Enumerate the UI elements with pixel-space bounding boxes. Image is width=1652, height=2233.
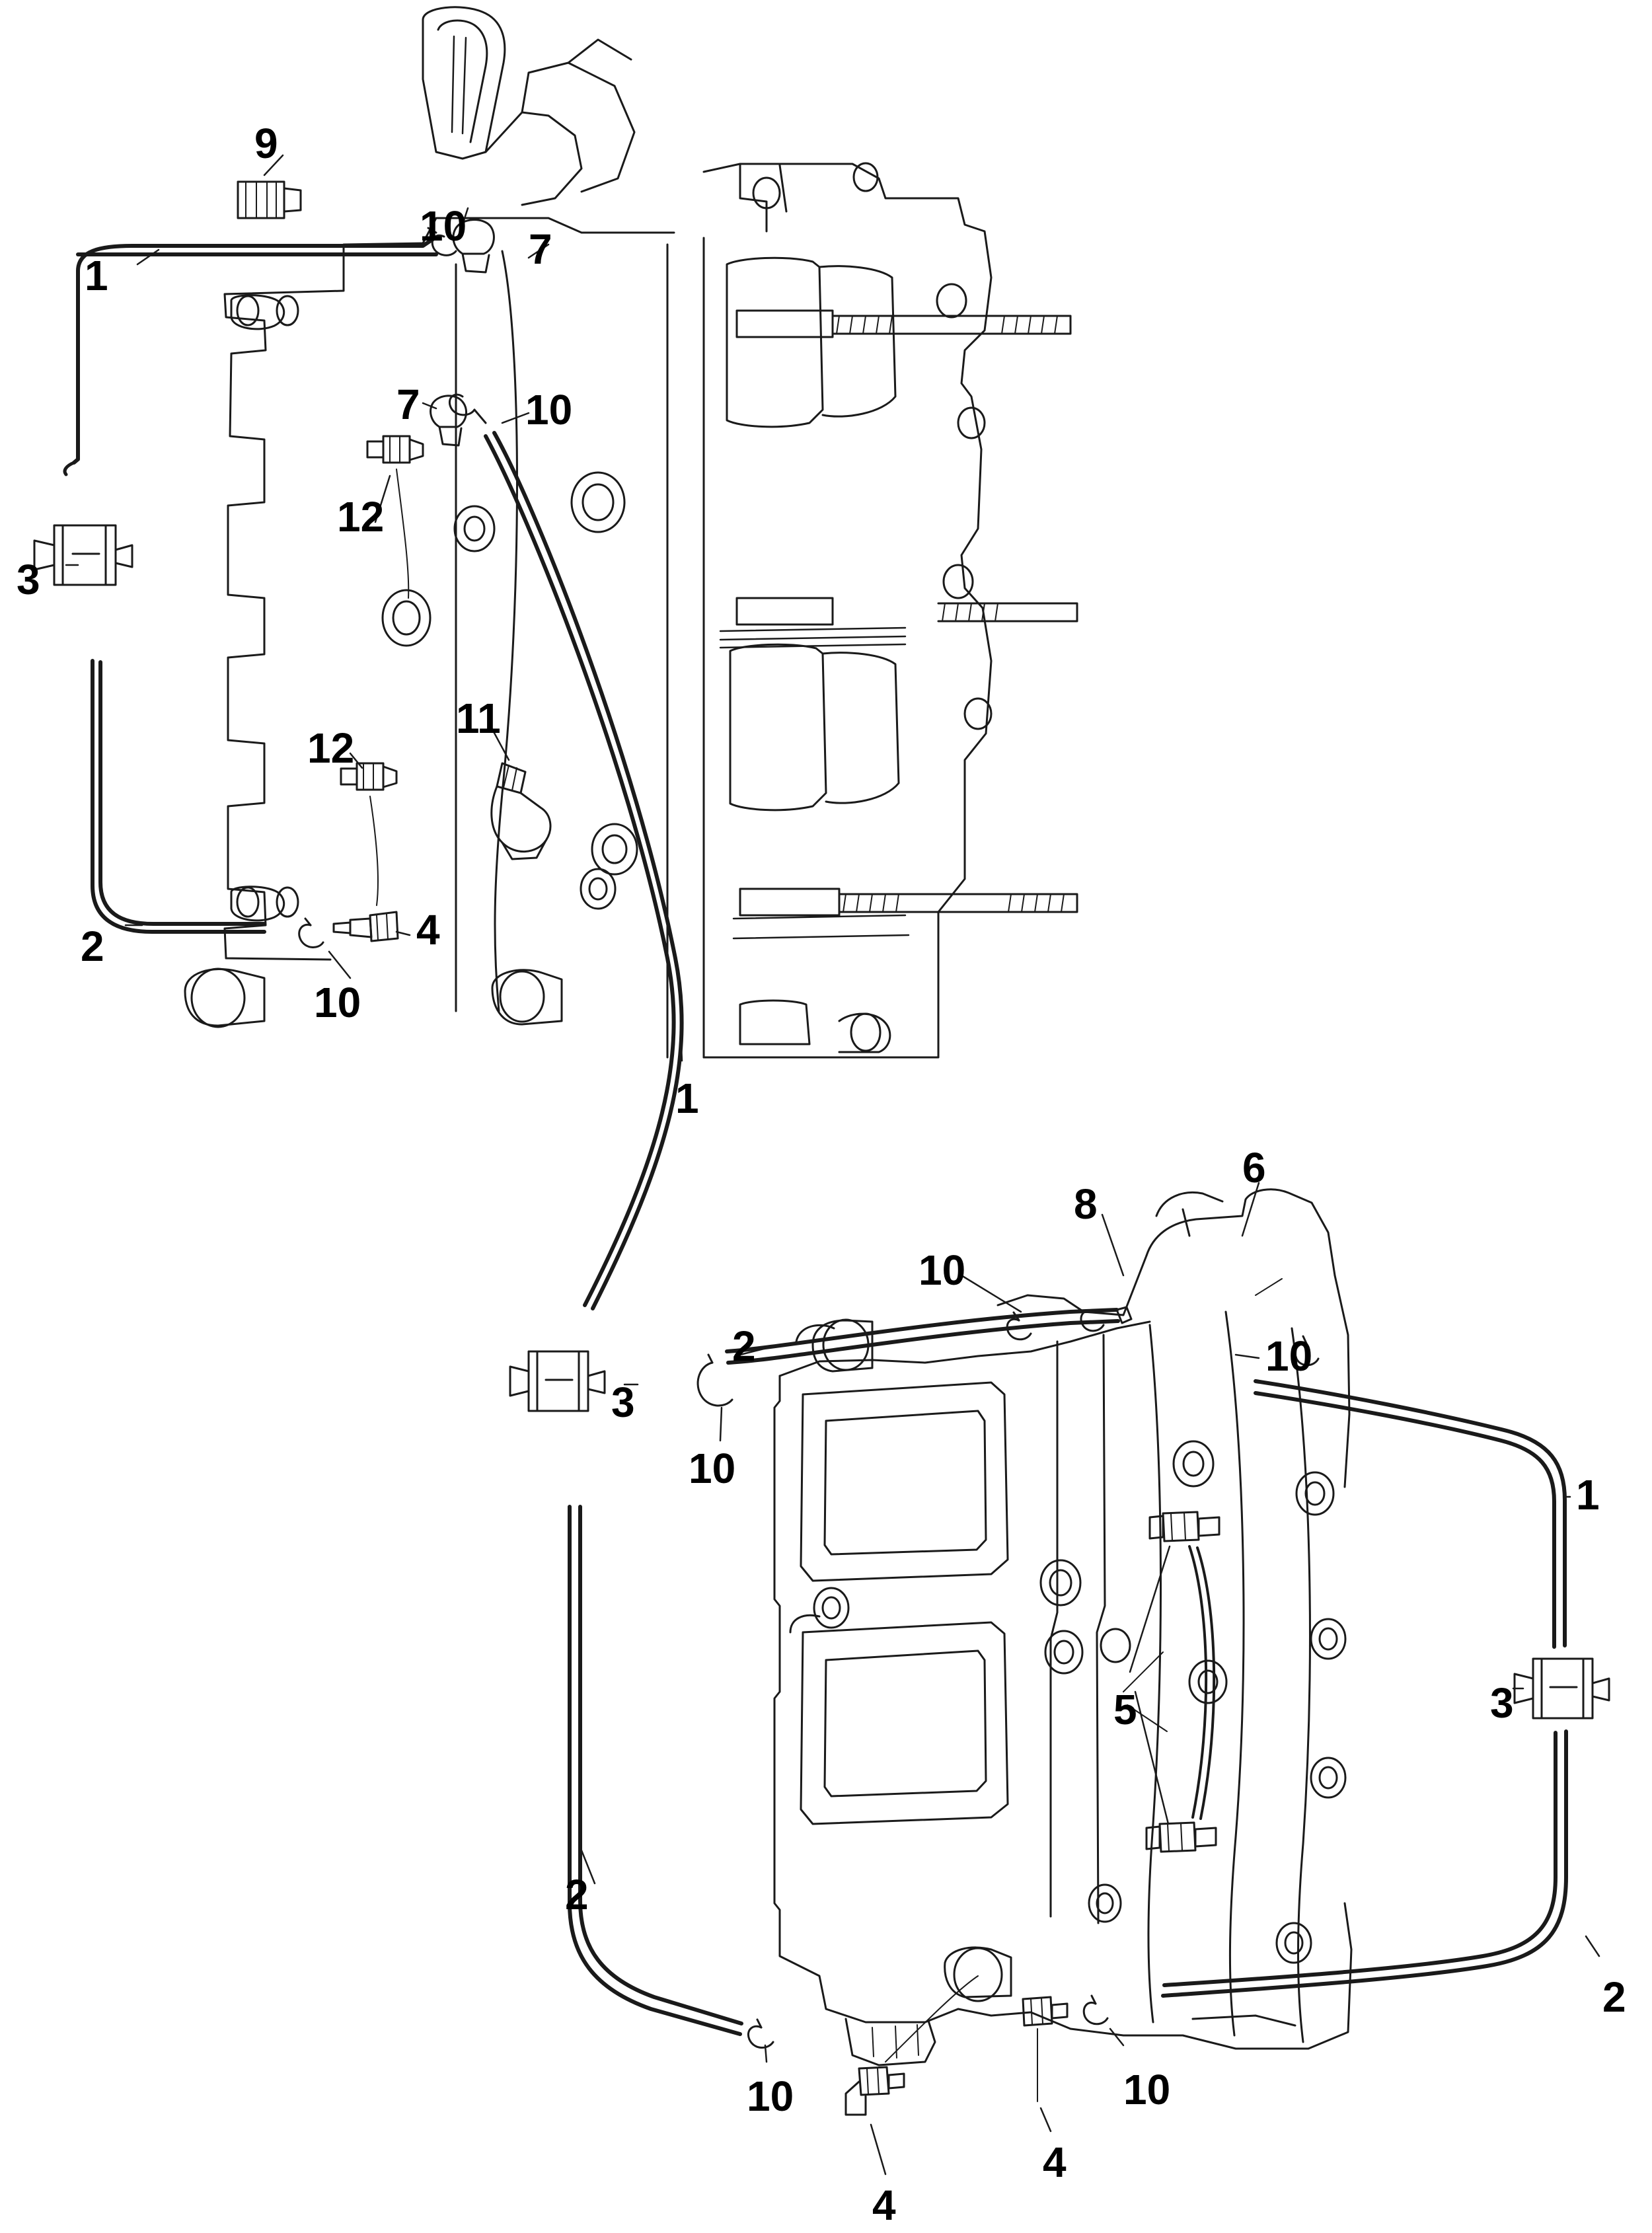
callout-10: 10 [919,1246,966,1294]
hose-2-upper [93,661,264,932]
fitting-7-middle [431,396,467,445]
callout-1: 1 [1576,1471,1600,1519]
callout-2: 2 [565,1871,589,1918]
hose-1-lower-run [486,436,674,1305]
clamp-10-bottom-right [1084,1996,1108,2024]
callout-2: 2 [732,1322,756,1370]
clamp-3-lower-left [510,1351,605,1411]
callout-12: 12 [337,493,385,541]
hose-2-lower-right [1163,1731,1566,1996]
lower-adapter-housing [774,1190,1351,2065]
fitting-5-lower [1146,1823,1216,1852]
callout-7: 7 [529,225,552,273]
callout-4: 4 [416,906,440,954]
callout-4: 4 [872,2181,896,2229]
callout-9: 9 [254,120,278,167]
clamp-3-upper [34,525,132,585]
clamp-10-lower-left [748,2020,773,2048]
callout-11: 11 [456,695,501,742]
callout-3: 3 [1490,1679,1514,1727]
callout-10: 10 [1123,2066,1171,2113]
leader-lines [66,155,1599,2174]
fitting-4-bottom-right [1023,1997,1067,2025]
callout-10: 10 [314,979,361,1026]
callout-8: 8 [1074,1180,1098,1228]
plug-12-upper [367,436,423,463]
fitting-9 [238,182,301,218]
callout-10: 10 [1265,1332,1313,1380]
callout-2: 2 [81,923,104,970]
callout-3: 3 [611,1379,635,1426]
callout-12: 12 [307,724,355,772]
clamp-3-lower-right [1515,1659,1609,1718]
callout-6: 6 [1242,1144,1266,1192]
fitting-4-upper [334,912,398,941]
clamp-10-upper-b [299,919,323,947]
callout-10: 10 [689,1445,736,1492]
callout-10: 10 [525,386,573,434]
callout-4: 4 [1043,2138,1067,2186]
callout-1: 1 [85,252,108,299]
callout-10: 10 [420,202,467,250]
callout-2: 2 [1602,1973,1626,2021]
tube-8 [727,1307,1131,1363]
callout-3: 3 [17,556,40,603]
callout-5: 5 [1113,1686,1137,1733]
callout-1: 1 [675,1075,699,1122]
fitting-4-bottom-center [846,2067,904,2115]
callout-10: 10 [747,2072,794,2120]
upper-engine-block [185,7,1077,1057]
callout-7: 7 [396,381,420,428]
